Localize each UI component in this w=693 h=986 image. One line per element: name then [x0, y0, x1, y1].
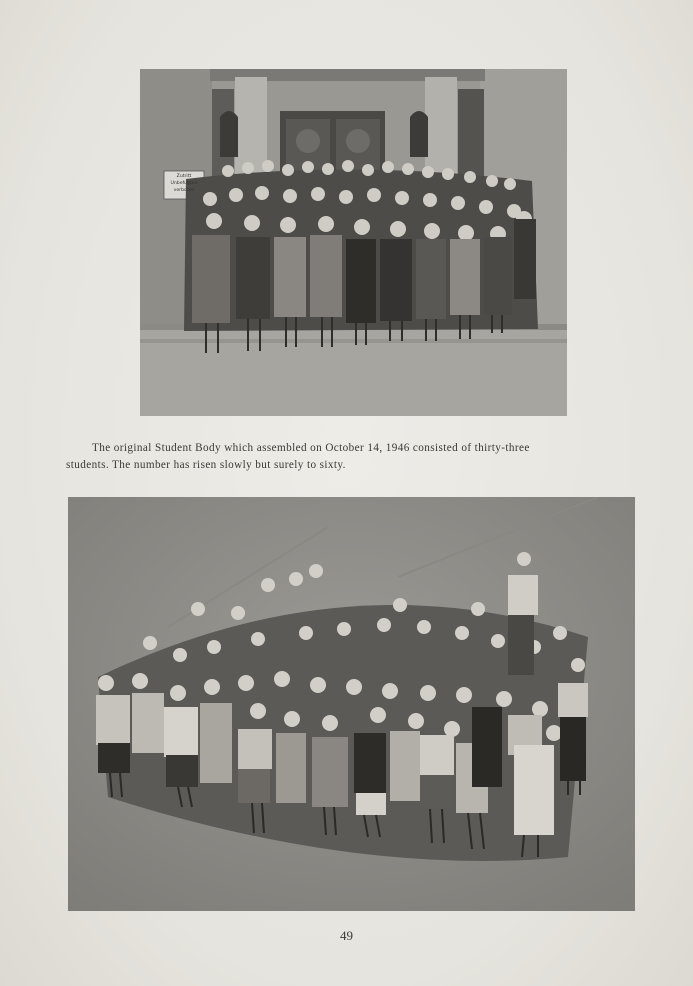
student-body-group-photo-yard — [68, 497, 635, 911]
photo-caption — [66, 440, 638, 474]
door-sign — [164, 171, 204, 199]
group-photo-steps-image — [140, 69, 567, 416]
group-photo-yard-image — [68, 497, 635, 911]
door-sign-line-1: Zutritt — [176, 174, 192, 179]
door-sign-line-3: verboten — [173, 188, 195, 193]
student-body-group-photo-steps — [140, 69, 567, 416]
caption-line-1: The original Student Body which assembled on October 14, 1946 consisted of thirty-three — [92, 442, 530, 454]
page-number: 49 — [340, 928, 353, 943]
door-sign-line-2: Unbefugten — [170, 181, 198, 186]
caption-line-2: students. The number has risen slowly but surely to sixty. — [66, 459, 346, 471]
